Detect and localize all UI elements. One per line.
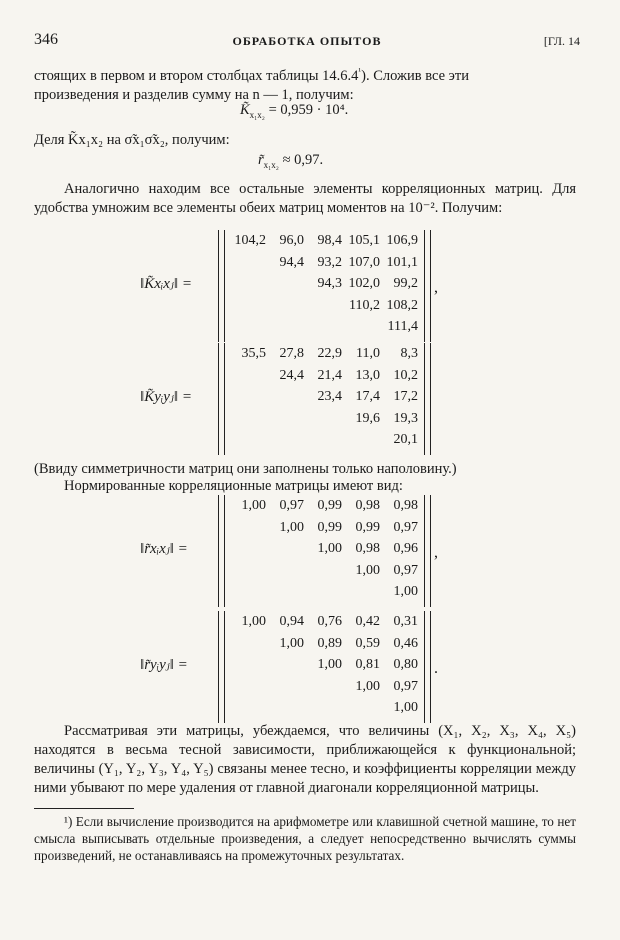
- matrix-cell: 8,3: [400, 346, 418, 361]
- matrix-cell: 24,4: [279, 367, 304, 383]
- formula-k-x1x2: [240, 101, 348, 125]
- paragraph-intro: [34, 62, 576, 105]
- matrix-cell: 22,9: [317, 346, 342, 361]
- running-title: ОБРАБОТКА ОПЫТОВ: [232, 34, 382, 48]
- matrix-cell: 1,00: [317, 541, 342, 556]
- paragraph-division: [34, 131, 576, 150]
- paragraph-similarly: [34, 180, 576, 218]
- formula-r-symbol: r̃: [258, 152, 264, 168]
- matrix-cell: 93,2: [317, 254, 342, 270]
- matrix-cell: 0,99: [317, 498, 342, 513]
- matrix-3-punctuation: ,: [434, 543, 438, 561]
- intro-line-2: произведения и разделив сумму на n — 1, получим:: [34, 86, 354, 103]
- matrix-cell: 110,2: [349, 297, 380, 313]
- matrix-2-label: ‖K̃yᵢyⱼ‖ =: [140, 388, 192, 405]
- formula-r-x1x2: [258, 151, 323, 175]
- matrix-cell: 0,80: [393, 657, 418, 672]
- footnote-rule: [34, 808, 134, 809]
- matrix-cell: 1,00: [393, 584, 418, 599]
- matrix-cell: 19,6: [355, 410, 380, 426]
- intro-line-1: стоящих в первом и втором столбцах таблицы 14.6.4: [34, 67, 359, 84]
- footnote: [34, 813, 576, 864]
- conclusion-text: Рассматривая эти матрицы, убеждаемся, что величины (X₁, X₂, X₃, X₄, X₅) находятся в весьма тесной зависимости, приближающейся к функциональной; величины (Y₁, Y₂, Y₃, Y₄, Y₅) связаны менее тесно, и коэффициенты корреляции между ними убывают по мере удаления от главной диагонали корреляционной матрицы.: [34, 723, 576, 796]
- symmetry-note-text: (Ввиду симметричности матриц они заполнены только наполовину.): [34, 461, 457, 477]
- matrix-1-label: ‖K̃xᵢxⱼ‖ =: [140, 275, 192, 292]
- matrix-cell: 1,00: [393, 700, 418, 715]
- formula-r-value: ≈ 0,97.: [282, 152, 324, 168]
- matrix-cell: 96,0: [279, 233, 304, 248]
- matrix-cell: 0,89: [317, 635, 342, 651]
- paragraph-conclusion: [34, 722, 576, 798]
- matrix-cell: 0,96: [393, 541, 418, 556]
- matrix-cell: 13,0: [355, 367, 380, 383]
- matrix-cell: 1,00: [355, 562, 380, 578]
- matrix-cell: 101,1: [386, 254, 418, 270]
- matrix-cell: 0,46: [393, 635, 418, 651]
- matrix-cell: 1,00: [279, 519, 304, 535]
- matrix-cell: 0,59: [355, 635, 380, 651]
- matrix-cell: 98,4: [317, 233, 342, 248]
- matrix-cell: 0,98: [355, 498, 380, 513]
- matrix-3-label: ‖r̃xᵢxⱼ‖ =: [140, 540, 188, 557]
- matrix-cell: 0,94: [279, 614, 304, 629]
- matrix-4-punctuation: .: [434, 659, 438, 677]
- similarly-text: Аналогично находим все остальные элементы корреляционных матриц. Для удобства умножим все элементы обеих матриц моментов на 10⁻². Получим:: [34, 181, 576, 216]
- matrix-cell: 17,4: [355, 389, 380, 404]
- matrix-cell: 0,98: [355, 541, 380, 556]
- matrix-cell: 107,0: [348, 254, 380, 270]
- matrix-cell: 20,1: [393, 432, 418, 447]
- matrix-2-right-bracket: [424, 343, 431, 455]
- matrix-cell: 10,2: [393, 367, 418, 383]
- intro-line-1-tail: ). Сложив все эти: [361, 67, 470, 84]
- matrix-cell: 0,99: [317, 519, 342, 535]
- matrix-cell: 21,4: [317, 367, 342, 383]
- matrix-cell: 0,97: [393, 562, 418, 578]
- running-header: [34, 30, 580, 50]
- matrix-cell: 94,4: [279, 254, 304, 270]
- matrix-cell: 1,00: [317, 657, 342, 672]
- matrix-cell: 0,97: [393, 678, 418, 694]
- matrix-cell: 0,98: [393, 498, 418, 513]
- normalized-intro-text: Нормированные корреляционные матрицы имеют вид:: [64, 478, 403, 494]
- formula-k-subscript: x₁x₂: [249, 109, 265, 120]
- matrix-cell: 1,00: [279, 635, 304, 651]
- matrix-cell: 0,97: [279, 498, 304, 513]
- matrix-cell: 0,81: [355, 657, 380, 672]
- matrix-4-label: ‖r̃yᵢyⱼ‖ =: [140, 656, 188, 673]
- matrix-cell: 102,0: [348, 276, 380, 291]
- page-number: 346: [34, 31, 58, 48]
- formula-r-subscript: x₁x₂: [263, 159, 279, 170]
- formula-k-value: = 0,959 · 10⁴.: [268, 102, 349, 118]
- matrix-cell: 0,97: [393, 519, 418, 535]
- formula-k-symbol: K̃: [240, 102, 250, 118]
- matrix-cell: 105,1: [348, 233, 380, 248]
- matrix-cell: 99,2: [393, 276, 418, 291]
- matrix-cell: 1,00: [241, 614, 266, 629]
- normalized-intro: [34, 477, 576, 496]
- matrix-cell: 11,0: [356, 346, 380, 361]
- chapter-marker: [ГЛ. 14: [543, 34, 580, 48]
- matrix-1-punctuation: ,: [434, 278, 438, 296]
- matrix-4-right-bracket: [424, 611, 431, 723]
- matrix-1-right-bracket: [424, 230, 431, 342]
- matrix-cell: 1,00: [241, 498, 266, 513]
- matrix-cell: 108,2: [386, 297, 418, 313]
- matrix-cell: 0,31: [393, 614, 418, 629]
- footnote-text: ¹) Если вычисление производится на арифмометре или клавишной счетной машине, то нет смысла выписывать отдельные произведения, а следует непосредственно вычислять суммы произведений, не останавливаясь на промежуточных результатах.: [34, 814, 576, 863]
- matrix-cell: 106,9: [386, 233, 418, 248]
- matrix-cell: 23,4: [317, 389, 342, 404]
- matrix-cell: 1,00: [355, 678, 380, 694]
- matrix-3-right-bracket: [424, 495, 431, 607]
- matrix-cell: 17,2: [393, 389, 418, 404]
- division-line: Деля K̃x₁x₂ на σ̃x₁σ̃x₂, получим:: [34, 132, 230, 148]
- matrix-cell: 0,76: [317, 614, 342, 629]
- matrix-cell: 35,5: [241, 346, 266, 361]
- matrix-cell: 104,2: [234, 233, 266, 248]
- footnote-ref[interactable]: ¹: [358, 66, 362, 76]
- matrix-cell: 19,3: [393, 410, 418, 426]
- matrix-cell: 27,8: [279, 346, 304, 361]
- matrix-cell: 0,42: [355, 614, 380, 629]
- matrix-cell: 111,4: [387, 319, 418, 334]
- matrix-cell: 94,3: [317, 276, 342, 291]
- matrix-cell: 0,99: [355, 519, 380, 535]
